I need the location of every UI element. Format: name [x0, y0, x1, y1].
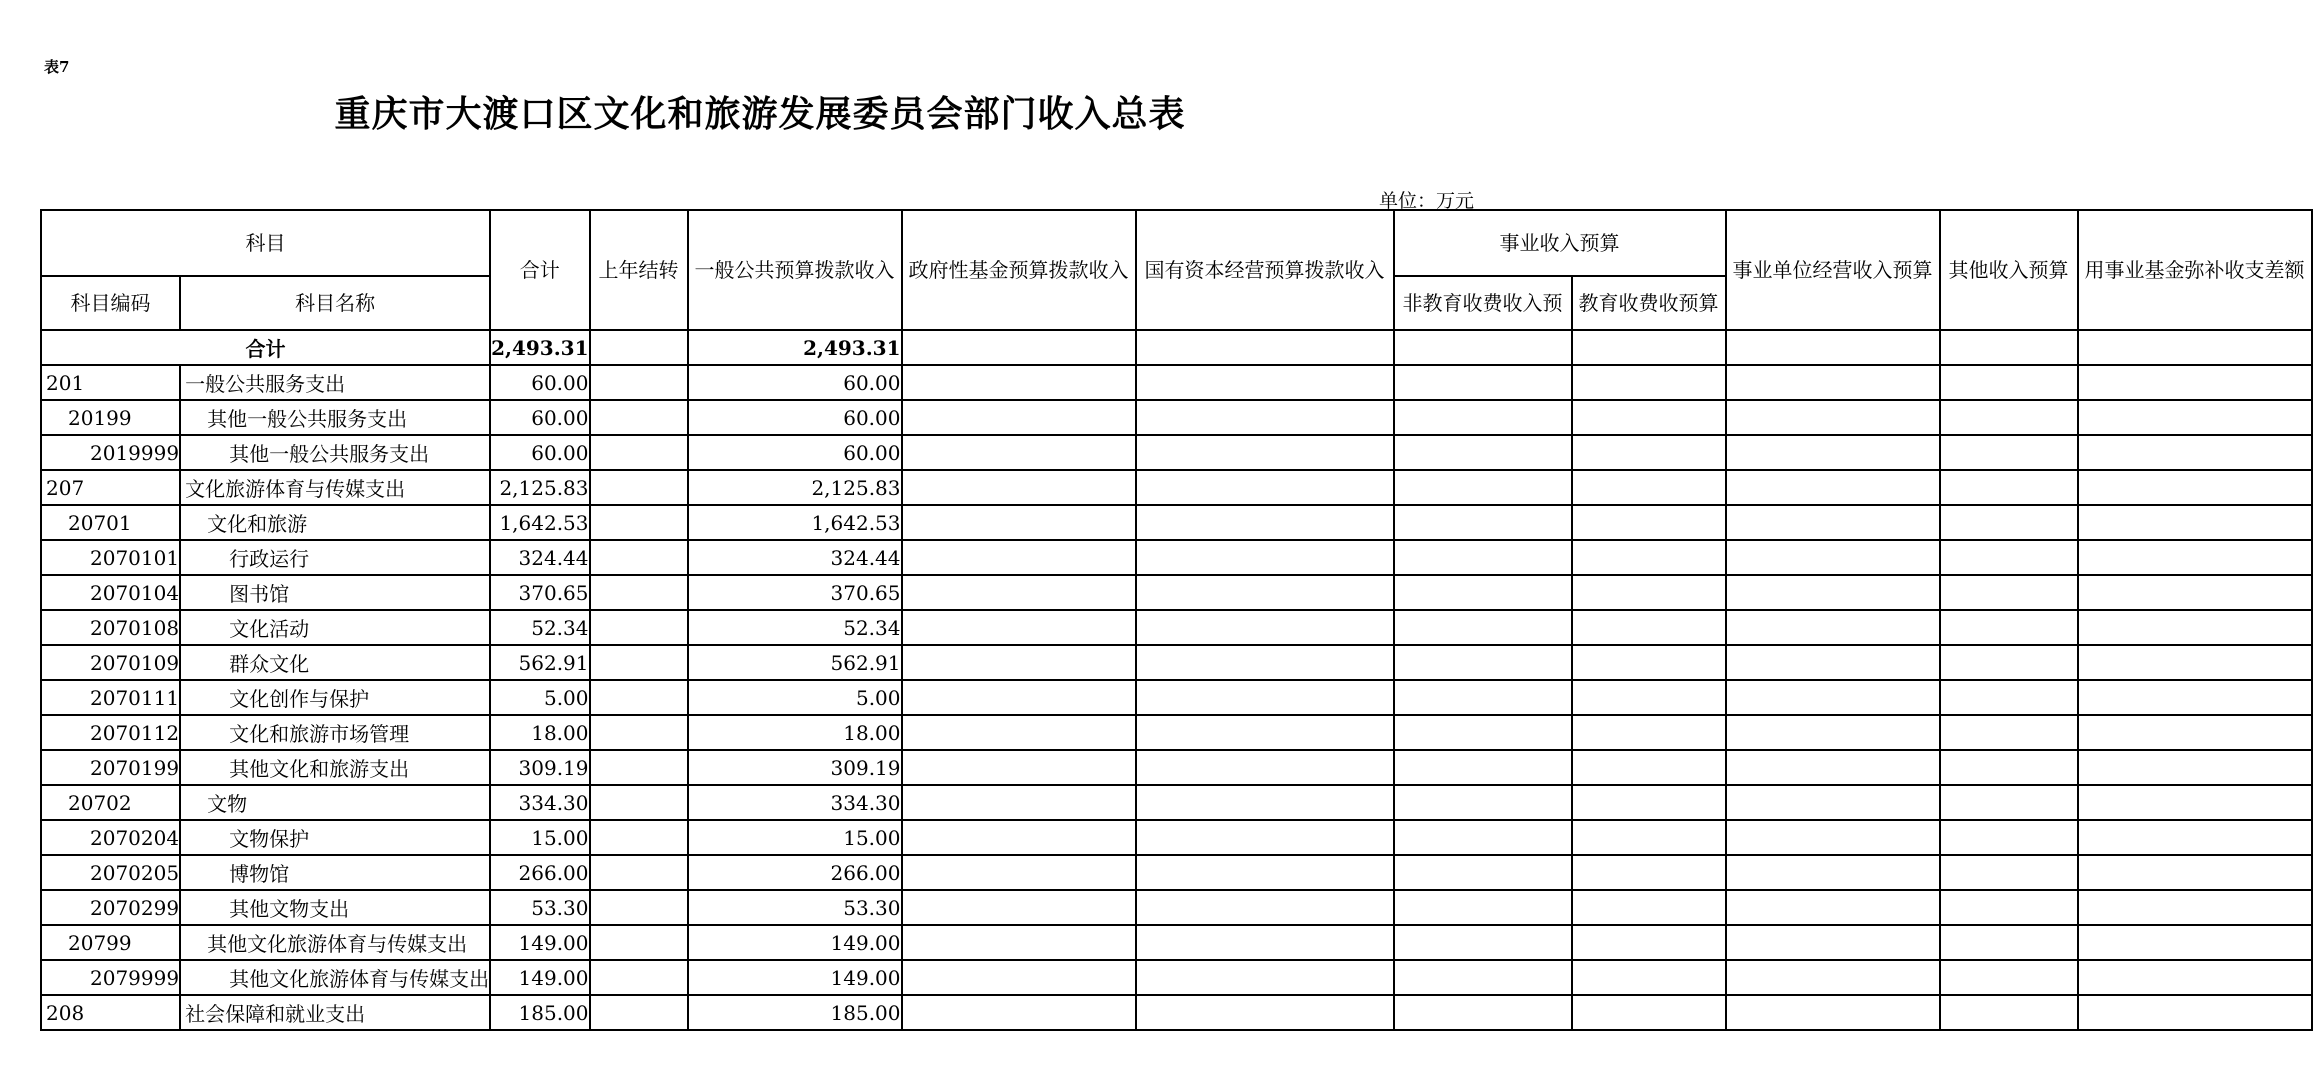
total-value: 53.30 — [490, 890, 589, 925]
cell-empty — [2078, 680, 2312, 715]
cell-carryover — [590, 645, 688, 680]
cell-empty — [1572, 435, 1726, 470]
subject-name: 文物 — [180, 785, 490, 820]
cell-empty — [1726, 610, 1940, 645]
cell-empty — [1940, 365, 2078, 400]
cell-carryover — [590, 575, 688, 610]
table-row — [41, 715, 2312, 750]
cell-empty — [2078, 890, 2312, 925]
cell-empty — [902, 820, 1136, 855]
table-number: 表7 — [44, 58, 70, 76]
total-value: 60.00 — [490, 400, 589, 435]
total-value: 52.34 — [490, 610, 589, 645]
cell-empty — [2078, 435, 2312, 470]
cell-empty — [1136, 645, 1394, 680]
cell-empty — [902, 575, 1136, 610]
table-row — [41, 960, 2312, 995]
general-budget-value: 370.65 — [688, 575, 902, 610]
header-edu: 教育收费收预算 — [1572, 276, 1726, 330]
total-label: 合计 — [41, 330, 490, 365]
cell-empty — [902, 645, 1136, 680]
cell-empty — [1726, 400, 1940, 435]
cell-empty — [1136, 925, 1394, 960]
cell-empty — [902, 925, 1136, 960]
cell-empty — [2078, 715, 2312, 750]
cell-empty — [1940, 750, 2078, 785]
table-row — [41, 855, 2312, 890]
cell-empty — [1726, 505, 1940, 540]
cell-empty — [1136, 750, 1394, 785]
table-row — [41, 505, 2312, 540]
total-value: 149.00 — [490, 925, 589, 960]
cell-empty — [902, 890, 1136, 925]
table-row — [41, 645, 2312, 680]
cell-carryover — [590, 820, 688, 855]
subject-name: 其他文物支出 — [180, 890, 490, 925]
cell-carryover — [590, 680, 688, 715]
cell-empty — [1394, 890, 1572, 925]
header-subject: 科目 — [41, 210, 490, 276]
cell-empty — [1394, 925, 1572, 960]
cell-empty — [1572, 610, 1726, 645]
subject-code: 2079999 — [41, 960, 180, 995]
total-value: 562.91 — [490, 645, 589, 680]
cell-empty — [1394, 610, 1572, 645]
table-row — [41, 540, 2312, 575]
cell-empty — [1940, 575, 2078, 610]
cell-empty — [1726, 365, 1940, 400]
cell-empty — [1572, 890, 1726, 925]
cell-empty — [1394, 680, 1572, 715]
cell-empty — [1394, 400, 1572, 435]
total-value: 266.00 — [490, 855, 589, 890]
cell-empty — [1940, 610, 2078, 645]
header-state-capital: 国有资本经营预算拨款收入 — [1136, 210, 1394, 330]
cell-empty — [1940, 645, 2078, 680]
header-total: 合计 — [490, 210, 589, 330]
table-row — [41, 575, 2312, 610]
cell-empty — [1394, 505, 1572, 540]
cell-empty — [1136, 855, 1394, 890]
cell-empty — [902, 365, 1136, 400]
cell-empty — [1940, 995, 2078, 1030]
cell-empty — [1940, 960, 2078, 995]
general-budget-value: 60.00 — [688, 400, 902, 435]
cell-empty — [1572, 855, 1726, 890]
cell-empty — [2078, 925, 2312, 960]
cell-empty — [902, 680, 1136, 715]
total-value: 2,125.83 — [490, 470, 589, 505]
cell-empty — [1572, 680, 1726, 715]
total-value: 309.19 — [490, 750, 589, 785]
cell-empty — [1940, 435, 2078, 470]
subject-name: 文物保护 — [180, 820, 490, 855]
cell-empty — [1394, 435, 1572, 470]
subject-code: 2070101 — [41, 540, 180, 575]
subject-name: 行政运行 — [180, 540, 490, 575]
subject-name: 一般公共服务支出 — [180, 365, 490, 400]
cell-empty — [1726, 785, 1940, 820]
subject-code: 2070299 — [41, 890, 180, 925]
table-row — [41, 925, 2312, 960]
cell-empty — [902, 715, 1136, 750]
total-value: 18.00 — [490, 715, 589, 750]
cell-empty — [1726, 470, 1940, 505]
cell-empty — [1136, 470, 1394, 505]
table-row — [41, 435, 2312, 470]
cell-empty — [2078, 750, 2312, 785]
cell-empty — [1940, 680, 2078, 715]
cell-empty — [2078, 470, 2312, 505]
cell-empty — [1572, 575, 1726, 610]
table-row — [41, 365, 2312, 400]
cell-empty — [1940, 855, 2078, 890]
subject-code: 20799 — [41, 925, 180, 960]
cell-empty — [902, 400, 1136, 435]
total-value: 149.00 — [490, 960, 589, 995]
cell-empty — [902, 610, 1136, 645]
cell-carryover — [590, 960, 688, 995]
cell-empty — [1394, 330, 1572, 365]
cell-empty — [1136, 505, 1394, 540]
cell-empty — [2078, 960, 2312, 995]
cell-empty — [1136, 785, 1394, 820]
header-unit-operating: 事业单位经营收入预算 — [1726, 210, 1940, 330]
general-budget-value: 309.19 — [688, 750, 902, 785]
cell-carryover — [590, 400, 688, 435]
general-budget-value: 60.00 — [688, 435, 902, 470]
cell-empty — [1136, 715, 1394, 750]
header-business-income: 事业收入预算 — [1394, 210, 1726, 276]
subject-name: 群众文化 — [180, 645, 490, 680]
subject-code: 2070104 — [41, 575, 180, 610]
cell-empty — [2078, 995, 2312, 1030]
subject-name: 其他文化和旅游支出 — [180, 750, 490, 785]
subject-code: 20701 — [41, 505, 180, 540]
cell-carryover — [590, 330, 688, 365]
cell-empty — [1394, 855, 1572, 890]
cell-empty — [1572, 540, 1726, 575]
cell-carryover — [590, 995, 688, 1030]
cell-empty — [1136, 960, 1394, 995]
table-row — [41, 400, 2312, 435]
cell-empty — [1572, 925, 1726, 960]
general-budget-value: 324.44 — [688, 540, 902, 575]
general-budget-value: 52.34 — [688, 610, 902, 645]
cell-empty — [2078, 575, 2312, 610]
cell-empty — [902, 435, 1136, 470]
cell-empty — [1726, 960, 1940, 995]
cell-empty — [1394, 540, 1572, 575]
table-body — [41, 330, 2312, 1030]
cell-carryover — [590, 365, 688, 400]
general-budget-value: 2,125.83 — [688, 470, 902, 505]
subject-code: 207 — [41, 470, 180, 505]
cell-empty — [1726, 435, 1940, 470]
cell-empty — [1136, 890, 1394, 925]
cell-empty — [1572, 715, 1726, 750]
cell-empty — [1940, 715, 2078, 750]
general-budget-value: 266.00 — [688, 855, 902, 890]
subject-code: 2070108 — [41, 610, 180, 645]
header-fund-supplement: 用事业基金弥补收支差额 — [2078, 210, 2312, 330]
cell-empty — [1572, 400, 1726, 435]
cell-empty — [2078, 365, 2312, 400]
header-name: 科目名称 — [180, 276, 490, 330]
cell-empty — [1726, 750, 1940, 785]
general-budget-value: 149.00 — [688, 925, 902, 960]
cell-empty — [1940, 890, 2078, 925]
cell-empty — [1572, 330, 1726, 365]
cell-carryover — [590, 890, 688, 925]
subject-name: 文化创作与保护 — [180, 680, 490, 715]
general-budget-value: 53.30 — [688, 890, 902, 925]
cell-empty — [1940, 330, 2078, 365]
subject-code: 2070109 — [41, 645, 180, 680]
cell-empty — [1136, 610, 1394, 645]
cell-empty — [902, 960, 1136, 995]
cell-carryover — [590, 925, 688, 960]
cell-empty — [1394, 365, 1572, 400]
cell-empty — [1726, 855, 1940, 890]
cell-empty — [1726, 575, 1940, 610]
cell-empty — [902, 470, 1136, 505]
cell-empty — [1940, 785, 2078, 820]
cell-carryover — [590, 750, 688, 785]
cell-empty — [1394, 995, 1572, 1030]
general-budget-value: 334.30 — [688, 785, 902, 820]
total-value: 334.30 — [490, 785, 589, 820]
subject-code: 20702 — [41, 785, 180, 820]
cell-empty — [1726, 680, 1940, 715]
subject-code: 2070199 — [41, 750, 180, 785]
general-budget-value: 60.00 — [688, 365, 902, 400]
cell-empty — [1394, 960, 1572, 995]
cell-empty — [1394, 820, 1572, 855]
cell-empty — [1136, 400, 1394, 435]
cell-empty — [1572, 960, 1726, 995]
subject-name: 其他文化旅游体育与传媒支出 — [180, 925, 490, 960]
subject-code: 2070204 — [41, 820, 180, 855]
cell-empty — [1940, 540, 2078, 575]
cell-empty — [1572, 645, 1726, 680]
general-budget-value: 185.00 — [688, 995, 902, 1030]
subject-code: 2019999 — [41, 435, 180, 470]
subject-name: 博物馆 — [180, 855, 490, 890]
cell-empty — [1136, 680, 1394, 715]
cell-empty — [1136, 330, 1394, 365]
total-value: 60.00 — [490, 435, 589, 470]
cell-empty — [902, 505, 1136, 540]
subject-code: 2070111 — [41, 680, 180, 715]
cell-empty — [2078, 610, 2312, 645]
cell-empty — [1394, 645, 1572, 680]
cell-empty — [1726, 995, 1940, 1030]
cell-empty — [1726, 715, 1940, 750]
cell-empty — [1572, 995, 1726, 1030]
cell-empty — [2078, 785, 2312, 820]
cell-empty — [1572, 820, 1726, 855]
total-general-value: 2,493.31 — [688, 330, 902, 365]
cell-empty — [1394, 785, 1572, 820]
unit-label: 单位：万元 — [1378, 190, 1474, 212]
cell-empty — [1572, 365, 1726, 400]
table-row — [41, 785, 2312, 820]
cell-empty — [1136, 435, 1394, 470]
cell-empty — [2078, 400, 2312, 435]
general-budget-value: 562.91 — [688, 645, 902, 680]
table-row — [41, 820, 2312, 855]
cell-empty — [1726, 820, 1940, 855]
cell-empty — [1136, 575, 1394, 610]
page-title: 重庆市大渡口区文化和旅游发展委员会部门收入总表 — [334, 93, 1186, 135]
cell-empty — [1136, 995, 1394, 1030]
header-code: 科目编码 — [41, 276, 180, 330]
cell-empty — [902, 995, 1136, 1030]
cell-empty — [1940, 505, 2078, 540]
subject-name: 其他一般公共服务支出 — [180, 435, 490, 470]
cell-empty — [1940, 820, 2078, 855]
header-non-edu: 非教育收费收入预 — [1394, 276, 1572, 330]
cell-carryover — [590, 785, 688, 820]
subject-name: 社会保障和就业支出 — [180, 995, 490, 1030]
header-general-budget: 一般公共预算拨款收入 — [688, 210, 902, 330]
cell-empty — [1726, 890, 1940, 925]
cell-carryover — [590, 505, 688, 540]
total-value: 185.00 — [490, 995, 589, 1030]
subject-name: 文化活动 — [180, 610, 490, 645]
cell-empty — [1136, 540, 1394, 575]
table-row — [41, 750, 2312, 785]
cell-empty — [2078, 855, 2312, 890]
cell-empty — [902, 785, 1136, 820]
cell-empty — [1940, 925, 2078, 960]
general-budget-value: 149.00 — [688, 960, 902, 995]
cell-empty — [1136, 365, 1394, 400]
header-gov-fund: 政府性基金预算拨款收入 — [902, 210, 1136, 330]
cell-carryover — [590, 715, 688, 750]
table-row — [41, 610, 2312, 645]
cell-empty — [1572, 750, 1726, 785]
cell-carryover — [590, 540, 688, 575]
subject-name: 其他文化旅游体育与传媒支出 — [180, 960, 490, 995]
cell-carryover — [590, 435, 688, 470]
subject-name: 图书馆 — [180, 575, 490, 610]
header-other: 其他收入预算 — [1940, 210, 2078, 330]
cell-empty — [1394, 750, 1572, 785]
cell-empty — [1572, 785, 1726, 820]
cell-empty — [2078, 505, 2312, 540]
subject-code: 201 — [41, 365, 180, 400]
cell-empty — [2078, 330, 2312, 365]
cell-carryover — [590, 470, 688, 505]
total-value: 60.00 — [490, 365, 589, 400]
income-table — [40, 209, 2313, 1031]
header-carryover: 上年结转 — [590, 210, 688, 330]
subject-code: 2070112 — [41, 715, 180, 750]
cell-empty — [902, 330, 1136, 365]
total-row — [41, 330, 2312, 365]
cell-empty — [1394, 470, 1572, 505]
table-row — [41, 995, 2312, 1030]
total-value: 1,642.53 — [490, 505, 589, 540]
cell-empty — [1726, 645, 1940, 680]
total-value: 2,493.31 — [490, 330, 589, 365]
subject-code: 20199 — [41, 400, 180, 435]
cell-empty — [902, 750, 1136, 785]
cell-carryover — [590, 610, 688, 645]
cell-empty — [1940, 470, 2078, 505]
cell-empty — [1726, 540, 1940, 575]
cell-empty — [1394, 575, 1572, 610]
general-budget-value: 15.00 — [688, 820, 902, 855]
cell-empty — [2078, 540, 2312, 575]
general-budget-value: 5.00 — [688, 680, 902, 715]
total-value: 15.00 — [490, 820, 589, 855]
general-budget-value: 18.00 — [688, 715, 902, 750]
total-value: 324.44 — [490, 540, 589, 575]
total-value: 370.65 — [490, 575, 589, 610]
cell-empty — [902, 540, 1136, 575]
subject-name: 其他一般公共服务支出 — [180, 400, 490, 435]
cell-empty — [1726, 925, 1940, 960]
subject-name: 文化旅游体育与传媒支出 — [180, 470, 490, 505]
cell-empty — [1394, 715, 1572, 750]
subject-name: 文化和旅游 — [180, 505, 490, 540]
cell-empty — [2078, 820, 2312, 855]
subject-name: 文化和旅游市场管理 — [180, 715, 490, 750]
cell-empty — [1136, 820, 1394, 855]
total-value: 5.00 — [490, 680, 589, 715]
table-row — [41, 680, 2312, 715]
cell-carryover — [590, 855, 688, 890]
cell-empty — [1572, 470, 1726, 505]
table-row — [41, 470, 2312, 505]
subject-code: 2070205 — [41, 855, 180, 890]
subject-code: 208 — [41, 995, 180, 1030]
cell-empty — [1572, 505, 1726, 540]
table-row — [41, 890, 2312, 925]
cell-empty — [902, 855, 1136, 890]
cell-empty — [1940, 400, 2078, 435]
cell-empty — [2078, 645, 2312, 680]
cell-empty — [1726, 330, 1940, 365]
general-budget-value: 1,642.53 — [688, 505, 902, 540]
